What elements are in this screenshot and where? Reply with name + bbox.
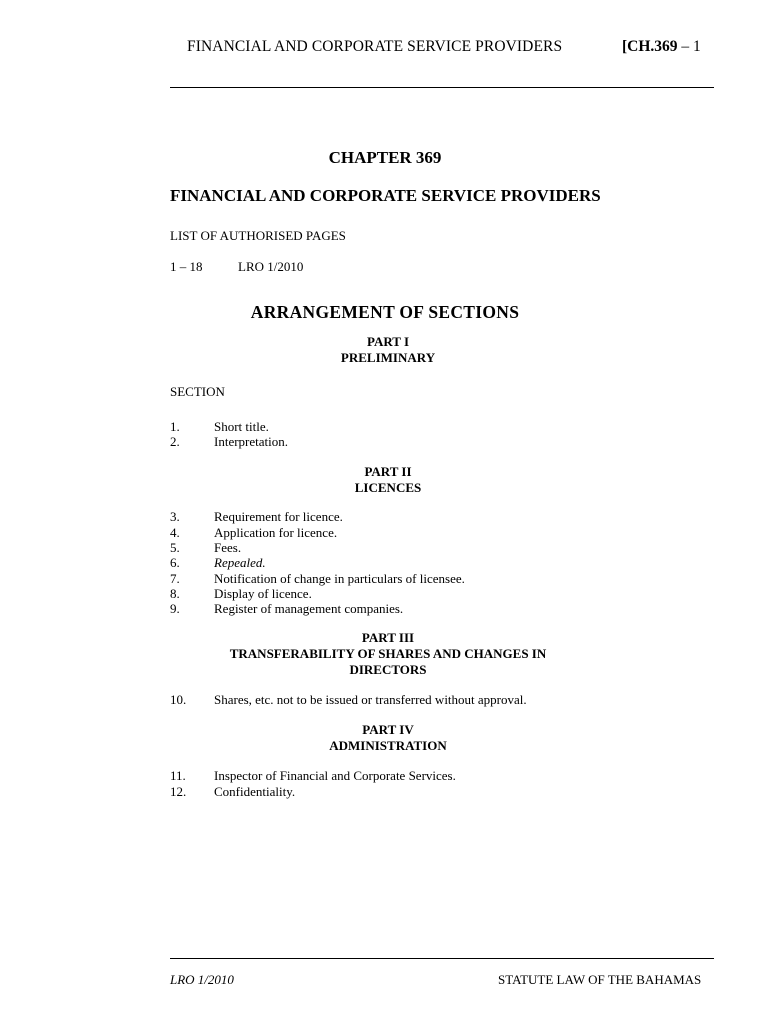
running-header-title: FINANCIAL AND CORPORATE SERVICE PROVIDERS (187, 38, 563, 55)
chapter-ref: [CH.369 (622, 38, 678, 55)
list-item (170, 571, 465, 587)
list-item (170, 601, 403, 617)
list-item (170, 692, 527, 708)
section-title: Short title. (214, 419, 269, 434)
list-item (170, 525, 337, 541)
part-title: PRELIMINARY (340, 350, 436, 365)
act-title: FINANCIAL AND CORPORATE SERVICE PROVIDERS (170, 186, 601, 205)
section-number: 8. (170, 586, 180, 601)
section-number: 9. (170, 601, 180, 616)
section-title: Display of licence. (214, 586, 312, 601)
section-title: Inspector of Financial and Corporate Services. (214, 768, 456, 783)
part-title: LICENCES (354, 480, 422, 495)
part-title: ADMINISTRATION (329, 738, 447, 753)
part-heading: PART IV (362, 722, 414, 737)
footer-rule (170, 958, 714, 959)
list-item (170, 768, 456, 784)
list-item (170, 555, 266, 571)
page-number: – 1 (677, 38, 701, 55)
section-number: 12. (170, 784, 187, 799)
list-item (170, 540, 241, 556)
section-title: Requirement for licence. (214, 509, 343, 524)
footer-statute-law: STATUTE LAW OF THE BAHAMAS (498, 972, 702, 987)
section-number: 4. (170, 525, 180, 540)
footer-lro: LRO 1/2010 (170, 972, 234, 987)
section-number: 1. (170, 419, 180, 434)
list-item (170, 784, 295, 800)
section-number: 10. (170, 692, 187, 707)
header-rule (170, 87, 714, 88)
section-number: 2. (170, 434, 180, 449)
part-title-line-2: DIRECTORS (349, 662, 427, 677)
part-heading: PART III (361, 630, 415, 645)
list-item (170, 419, 269, 435)
section-label: SECTION (170, 384, 225, 399)
section-number: 5. (170, 540, 180, 555)
section-title: Notification of change in particulars of licensee. (214, 571, 465, 586)
section-title: Application for licence. (214, 525, 338, 540)
section-number: 7. (170, 571, 180, 586)
list-item (170, 586, 312, 602)
arrangement-heading: ARRANGEMENT OF SECTIONS (250, 302, 520, 322)
section-number: 6. (170, 555, 180, 570)
section-title: Shares, etc. not to be issued or transferred without approval. (214, 692, 527, 707)
authorised-pages-range: 1 – 18 (170, 259, 203, 274)
section-title: Confidentiality. (214, 784, 296, 799)
section-number: 11. (170, 768, 186, 783)
part-heading: PART I (366, 334, 410, 349)
section-title: Interpretation. (214, 434, 288, 449)
authorised-pages-lro: LRO 1/2010 (238, 259, 304, 274)
part-heading: PART II (364, 464, 412, 479)
list-item (170, 509, 343, 525)
part-title-line-1: TRANSFERABILITY OF SHARES AND CHANGES IN (229, 646, 547, 661)
authorised-pages-label: LIST OF AUTHORISED PAGES (170, 228, 346, 243)
section-title: Repealed. (214, 555, 266, 570)
section-title: Fees. (214, 540, 242, 555)
chapter-heading: CHAPTER 369 (328, 148, 442, 167)
section-number: 3. (170, 509, 180, 524)
running-header-page-ref (622, 38, 701, 56)
section-title: Register of management companies. (214, 601, 404, 616)
list-item (170, 434, 288, 450)
